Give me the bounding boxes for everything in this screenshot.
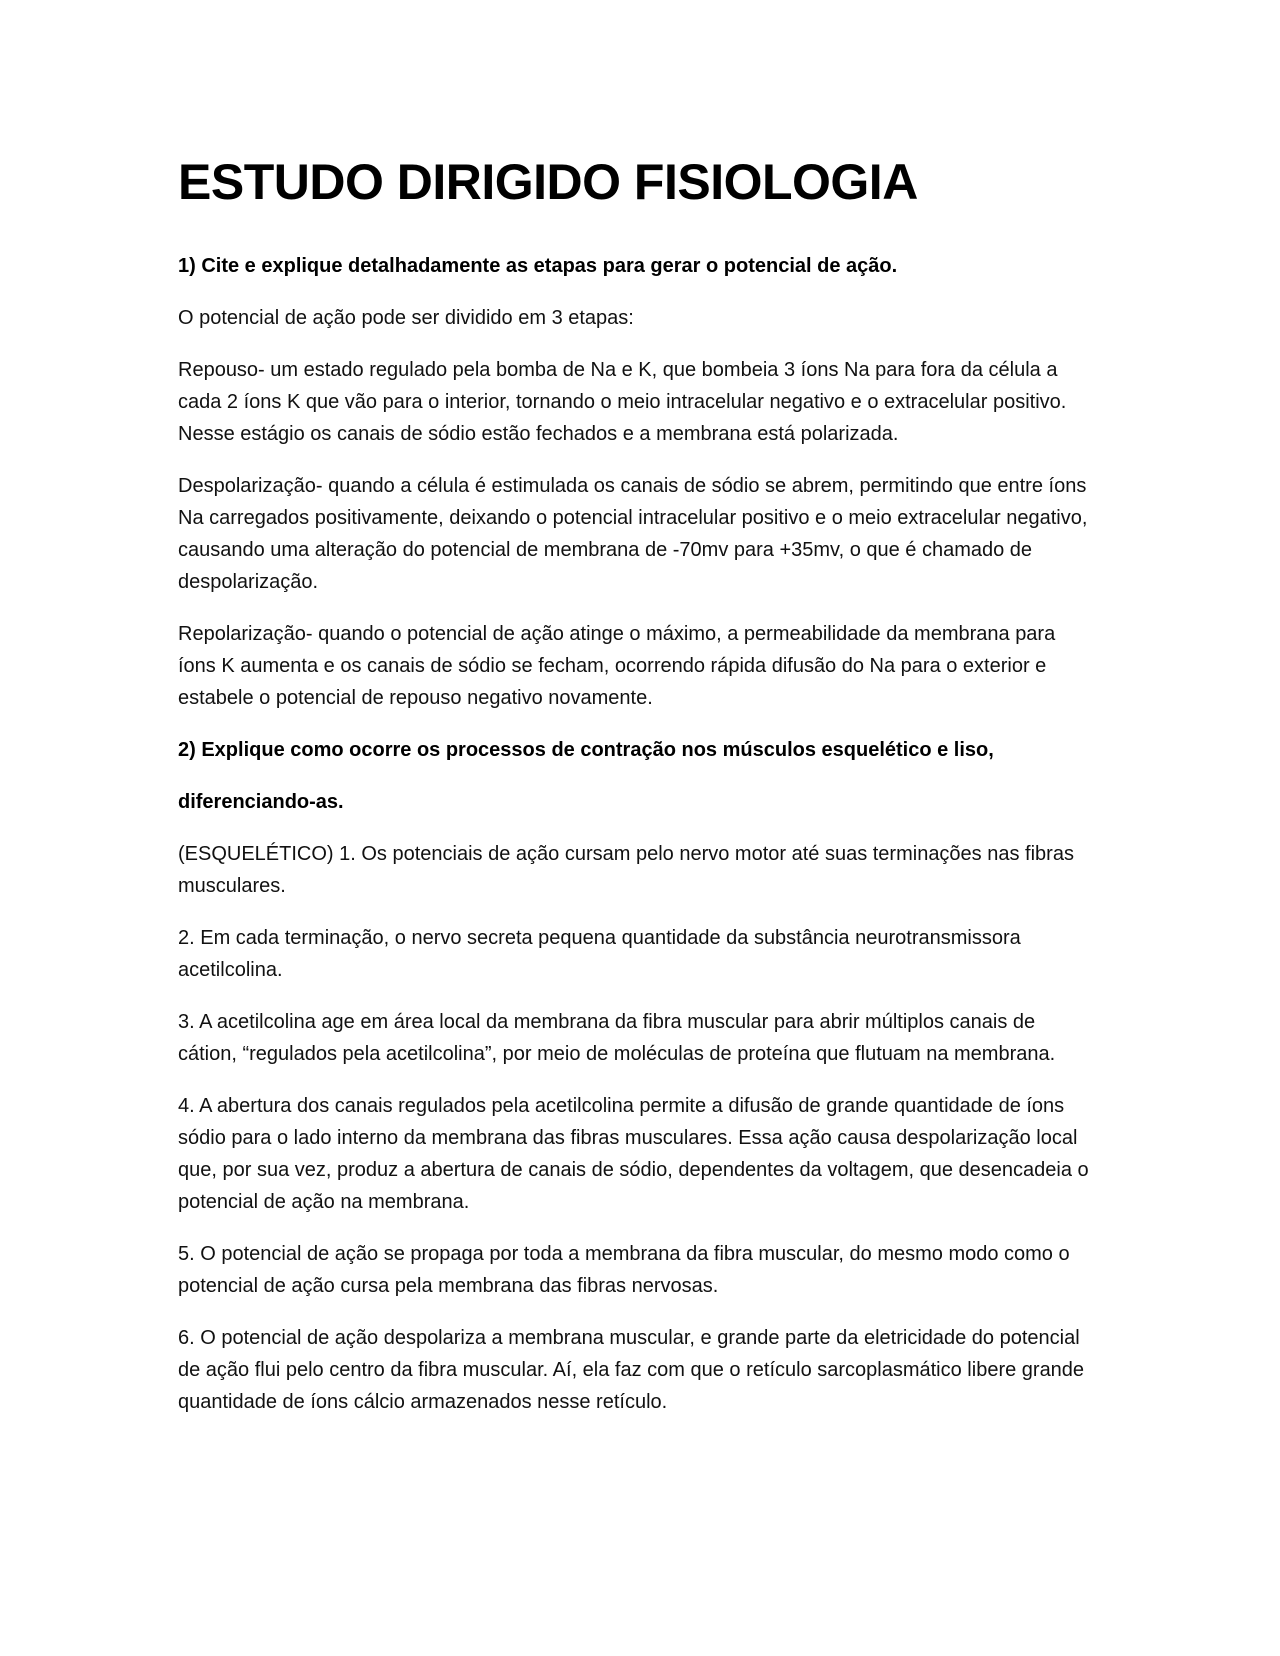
answer-2-step-6: 6. O potencial de ação despolariza a membrana muscular, e grande parte da eletricidade do potencial de ação flui pelo centro da fibra muscular. Aí, ela faz com que o retículo sarcoplasmático libere grande quantidade de íons cálcio armazenados nesse retículo. [178, 1327, 1085, 1413]
answer-1-despolarizacao: Despolarização- quando a célula é estimulada os canais de sódio se abrem, permitindo que entre íons Na carregados positivamente, deixando o potencial intracelular positivo e o meio extracelular negativo, causando uma alteração do potencial de membrana de -70mv para +35mv, o que é chamado de despolarização. [178, 475, 1088, 593]
answer-2-step-2: 2. Em cada terminação, o nervo secreta pequena quantidade da substância neurotransmissora acetilcolina. [178, 927, 1021, 981]
question-1: 1) Cite e explique detalhadamente as etapas para gerar o potencial de ação. [178, 255, 898, 277]
answer-2-step-3: 3. A acetilcolina age em área local da membrana da fibra muscular para abrir múltiplos canais de cátion, “regulados pela acetilcolina”, por meio de moléculas de proteína que flutuam na membrana. [178, 1011, 1056, 1065]
question-2-line-2: diferenciando-as. [178, 791, 344, 813]
answer-2-step-5: 5. O potencial de ação se propaga por toda a membrana da fibra muscular, do mesmo modo como o potencial de ação cursa pela membrana das fibras nervosas. [178, 1243, 1070, 1297]
answer-1-repolarizacao: Repolarização- quando o potencial de ação atinge o máximo, a permeabilidade da membrana para íons K aumenta e os canais de sódio se fecham, ocorrendo rápida difusão do Na para o exterior e estabele o potencial de repouso negativo novamente. [178, 623, 1056, 709]
question-2-line-1: 2) Explique como ocorre os processos de contração nos músculos esquelético e liso, [178, 739, 994, 761]
answer-1-intro: O potencial de ação pode ser dividido em 3 etapas: [178, 307, 634, 329]
answer-2-step-1: (ESQUELÉTICO) 1. Os potenciais de ação cursam pelo nervo motor até suas terminações nas fibras musculares. [178, 843, 1074, 897]
document-page [178, 150, 1098, 1438]
answer-1-repouso: Repouso- um estado regulado pela bomba de Na e K, que bombeia 3 íons Na para fora da célula a cada 2 íons K que vão para o interior, tornando o meio intracelular negativo e o extracelular positivo. Nesse estágio os canais de sódio estão fechados e a membrana está polarizada. [178, 359, 1067, 445]
document-title: ESTUDO DIRIGIDO FISIOLOGIA [178, 154, 918, 210]
answer-2-step-4: 4. A abertura dos canais regulados pela acetilcolina permite a difusão de grande quantidade de íons sódio para o lado interno da membrana das fibras musculares. Essa ação causa despolarização local que, por sua vez, produz a abertura de canais de sódio, dependentes da voltagem, que desencadeia o potencial de ação na membrana. [178, 1095, 1089, 1213]
